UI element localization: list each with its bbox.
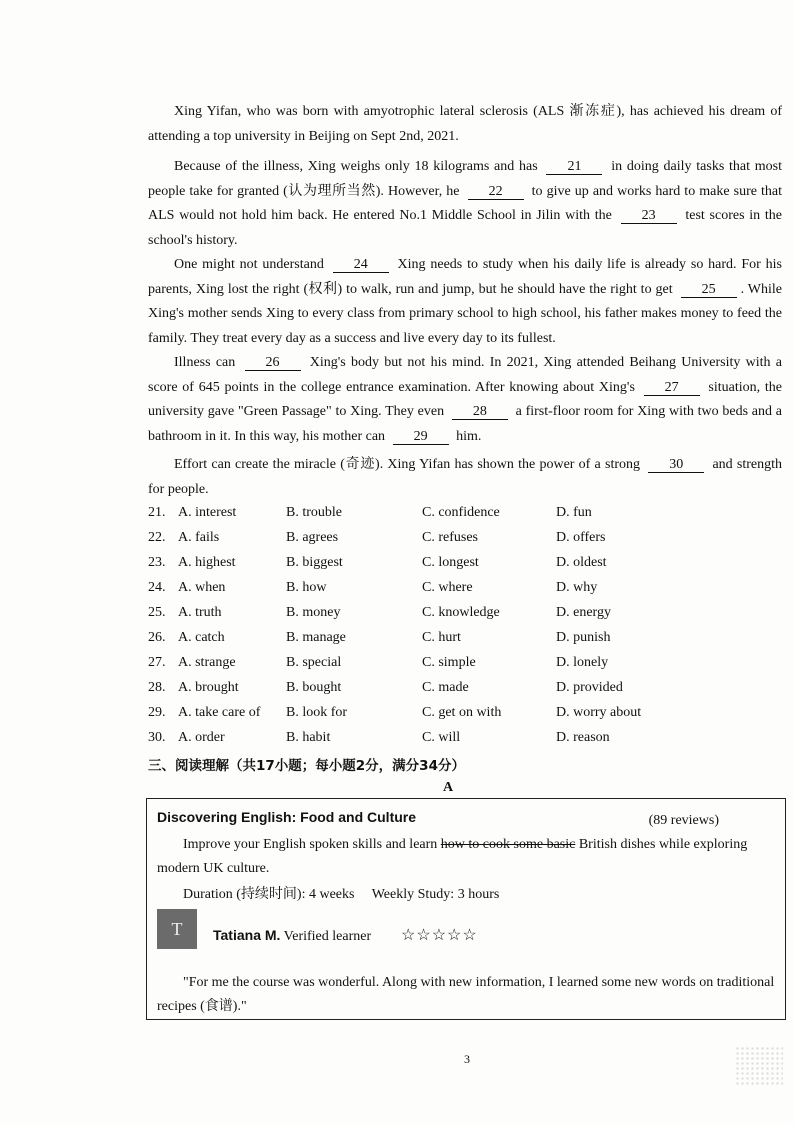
option-c: C. longest (422, 555, 479, 570)
option-a: A. when (178, 580, 226, 595)
option-a: A. order (178, 730, 225, 745)
paragraph-3: One might not understand 24 Xing needs to study when his daily life is already so hard. For his parents, Xing lost the right (权利) to walk, run and jump, but he should have the right to get 25 . While Xing's mother sends Xing to every class from primary school to high school, his father makes money to feed the family. They treat every day as a success and live every day to its fullest. (148, 257, 783, 346)
option-b: B. habit (286, 730, 331, 745)
course-description: Improve your English spoken skills and learn how to cook some basic British dishes while exploring modern UK culture. (157, 837, 748, 876)
option-row: 25. A. truth B. money C. knowledge D. energy (148, 605, 611, 620)
option-row: 27. A. strange B. special C. simple D. lonely (148, 655, 609, 670)
blank-29: 29 (393, 429, 449, 445)
blank-21: 21 (546, 159, 602, 175)
option-d: D. fun (556, 505, 592, 520)
section-heading: 三、阅读理解（共17小题；每小题2分，满分34分） (148, 758, 465, 774)
option-a: A. take care of (178, 705, 261, 720)
option-row: 21. A. interest B. trouble C. confidence D. fun (148, 505, 592, 520)
blank-27: 27 (644, 380, 700, 396)
option-row: 30. A. order B. habit C. will D. reason (148, 730, 610, 745)
blank-23: 23 (621, 208, 677, 224)
review-quote: "For me the course was wonderful. Along with new information, I learned some new words on traditional recipes (食谱)." (157, 975, 775, 1014)
option-c: C. simple (422, 655, 476, 670)
option-c: C. confidence (422, 505, 500, 520)
blank-30: 30 (648, 457, 704, 473)
option-d: D. energy (556, 605, 611, 620)
option-row: 23. A. highest B. biggest C. longest D. oldest (148, 555, 607, 570)
blank-26: 26 (245, 355, 301, 371)
option-row: 22. A. fails B. agrees C. refuses D. offers (148, 530, 606, 545)
paragraph-4: Illness can 26 Xing's body but not his mind. In 2021, Xing attended Beihang University with a score of 645 points in the college entrance examination. After knowing about Xing's 27 situation, the university gave "Green Passage" to Xing. They even 28 a first-floor room for Xing with two beds and a bathroom in it. In this way, his mother can 29 him. (148, 355, 783, 444)
paragraph-5: Effort can create the miracle (奇迹). Xing Yifan has shown the power of a strong 30 and strength for people. (148, 457, 783, 497)
option-b: B. how (286, 580, 327, 595)
option-a: A. catch (178, 630, 225, 645)
course-card (146, 798, 786, 1020)
part-label: A (443, 780, 454, 795)
option-d: D. why (556, 580, 598, 595)
option-d: D. punish (556, 630, 611, 645)
course-title: Discovering English: Food and Culture (157, 809, 417, 825)
option-d: D. worry about (556, 705, 642, 720)
option-b: B. biggest (286, 555, 343, 570)
option-d: D. provided (556, 680, 623, 695)
option-c: C. hurt (422, 630, 461, 645)
blank-22: 22 (468, 184, 524, 200)
option-row: 24. A. when B. how C. where D. why (148, 580, 598, 595)
option-b: B. special (286, 655, 342, 670)
review-count: (89 reviews) (648, 813, 719, 828)
option-b: B. manage (286, 630, 346, 645)
option-b: B. trouble (286, 505, 342, 520)
option-d: D. lonely (556, 655, 609, 670)
blank-25: 25 (681, 282, 737, 298)
option-c: C. will (422, 730, 461, 745)
option-row: 28. A. brought B. bought C. made D. provided (148, 680, 623, 695)
option-a: A. interest (178, 505, 237, 520)
option-b: B. bought (286, 680, 342, 695)
option-c: C. where (422, 580, 473, 595)
star-rating-icon: ☆☆☆☆☆ (401, 927, 478, 944)
paragraph-1: Xing Yifan, who was born with amyotrophic lateral sclerosis (ALS 渐冻症), has achieved his dream of attending a top university in Beijing on Sept 2nd, 2021. (148, 104, 782, 144)
reviewer (213, 927, 371, 945)
verified-tag: Verified learner (283, 929, 372, 944)
option-b: B. look for (286, 705, 348, 720)
answer-options (148, 505, 768, 755)
blank-28: 28 (452, 404, 508, 420)
option-row: 29. A. take care of B. look for C. get on with D. worry about (148, 705, 642, 720)
option-d: D. oldest (556, 555, 607, 570)
option-d: D. offers (556, 530, 606, 545)
option-a: A. highest (178, 555, 236, 570)
option-c: C. made (422, 680, 469, 695)
course-duration: Duration (持续时间): 4 weeks Weekly Study: 3 hours (183, 887, 500, 902)
option-c: C. knowledge (422, 605, 500, 620)
option-c: C. refuses (422, 530, 478, 545)
option-a: A. truth (178, 605, 222, 620)
scan-noise (735, 1046, 783, 1086)
avatar: T (157, 909, 197, 949)
page-number: 3 (464, 1052, 470, 1066)
option-a: A. strange (178, 655, 236, 670)
blank-24: 24 (333, 257, 389, 273)
option-c: C. get on with (422, 705, 502, 720)
option-row: 26. A. catch B. manage C. hurt D. punish (148, 630, 611, 645)
option-a: A. fails (178, 530, 220, 545)
paragraph-2: Because of the illness, Xing weighs only 18 kilograms and has 21 in doing daily tasks that most people take for granted (认为理所当然). However, he 22 to give up and works hard to make sure that ALS would not hold him back. He entered No.1 Middle School in Jilin with the 23 test scores in the school's history. (148, 159, 783, 248)
option-a: A. brought (178, 680, 239, 695)
option-b: B. money (286, 605, 341, 620)
option-d: D. reason (556, 730, 610, 745)
option-b: B. agrees (286, 530, 339, 545)
reviewer-name: Tatiana M. (213, 927, 281, 943)
